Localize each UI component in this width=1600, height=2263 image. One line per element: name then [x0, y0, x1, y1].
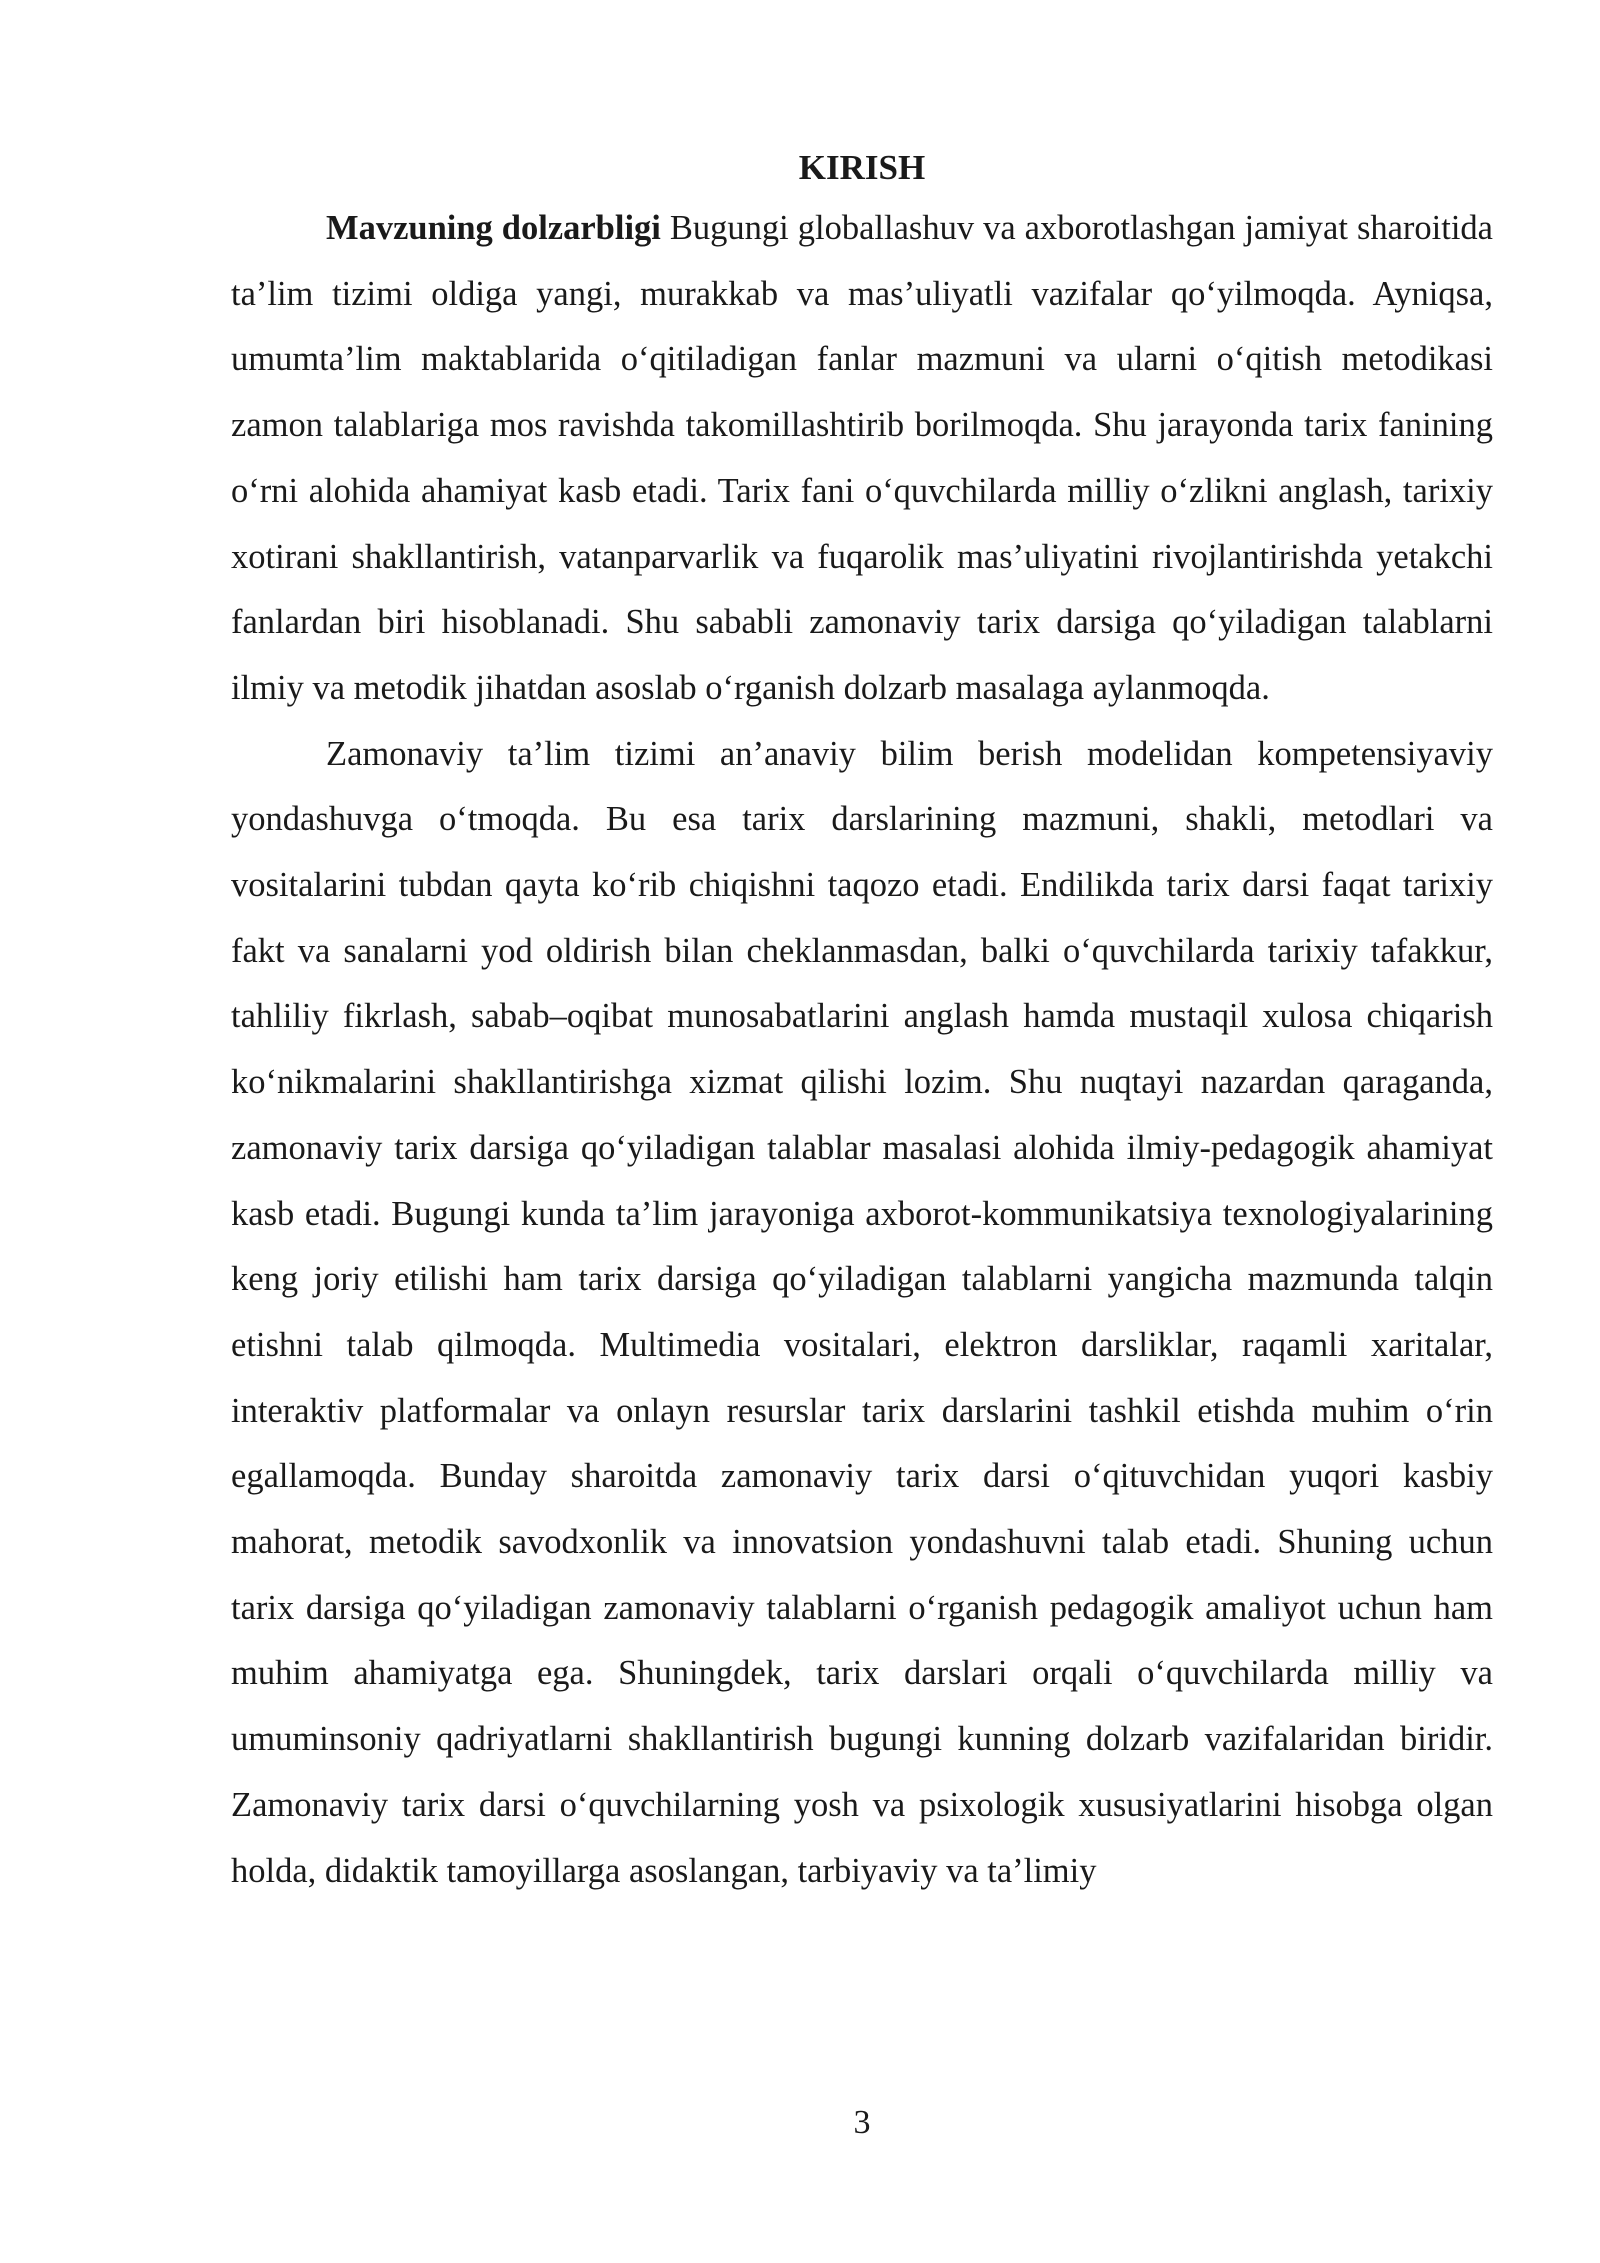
paragraph-relevance — [231, 196, 1493, 722]
page-number: 3 — [853, 2104, 871, 2141]
section-title: KIRISH — [798, 148, 926, 187]
paragraph-body-text: Zamonaviy ta’lim tizimi an’anaviy bilim berish modelidan kompetensiyaviy yondashuvga o‘tmoqda. Bu esa tarix darslarining mazmuni, shakli, metodlari va vositalarini tubdan qayta ko‘rib chiqishni taqozo etadi. Endilikda tarix darsi faqat tarixiy fakt va sanalarni yod oldirish bilan cheklanmasdan, balki o‘quvchilarda tarixiy tafakkur, tahliliy fikrlash, sabab–oqibat munosabatlarini anglash hamda mustaqil xulosa chiqarish ko‘nikmalarini shakllantirishga xizmat qilishi lozim. Shu nuqtayi nazardan qaraganda, zamonaviy tarix darsiga qo‘yiladigan talablar masalasi alohida ilmiy-pedagogik ahamiyat kasb etadi. Bugungi kunda ta’lim jarayoniga axborot-kommunikatsiya texnologiyalarining keng joriy etilishi ham tarix darsiga qo‘yiladigan talablarni yangicha mazmunda talqin etishni talab qilmoqda. Multimedia vositalari, elektron darsliklar, raqamli xaritalar, interaktiv platformalar va onlayn resurslar tarix darslarini tashkil etishda muhim o‘rin egallamoqda. Bunday sharoitda zamonaviy tarix darsi o‘qituvchidan yuqori kasbiy mahorat, metodik savodxonlik va innovatsion yondashuvni talab etadi. Shuning uchun tarix darsiga qo‘yiladigan zamonaviy talablarni o‘rganish pedagogik amaliyot uchun ham muhim ahamiyatga ega. Shuningdek, tarix darslari orqali o‘quvchilarda milliy va umuminsoniy qadriyatlarni shakllantirish bugungi kunning dolzarb vazifalaridan biridir. Zamonaviy tarix darsi o‘quvchilarning yosh va psixologik xususiyatlarini hisobga olgan holda, didaktik tamoyillarga asoslangan, tarbiyaviy va ta’limiy — [231, 734, 1493, 1890]
paragraph-body-text: Bugungi globallashuv va axborotlashgan jamiyat sharoitida ta’lim tizimi oldiga yangi, murakkab va mas’uliyatli vazifalar qo‘yilmoqda. Ayniqsa, umumta’lim maktablarida o‘qitiladigan fanlar mazmuni va ularni o‘qitish metodikasi zamon talablariga mos ravishda takomillashtirib borilmoqda. Shu jarayonda tarix fanining o‘rni alohida ahamiyat kasb etadi. Tarix fani o‘quvchilarda milliy o‘zlikni anglash, tarixiy xotirani shakllantirish, vatanparvarlik va fuqarolik mas’uliyatini rivojlantirishda yetakchi fanlardan biri hisoblanadi. Shu sababli zamonaviy tarix darsiga qo‘yiladigan talablarni ilmiy va metodik jihatdan asoslab o‘rganish dolzarb masalaga aylanmoqda. — [231, 209, 1493, 707]
paragraph-modern-education — [231, 722, 1493, 1905]
paragraph-lead-heading: Mavzuning dolzarbligi — [326, 209, 661, 247]
document-page — [231, 148, 1493, 1904]
